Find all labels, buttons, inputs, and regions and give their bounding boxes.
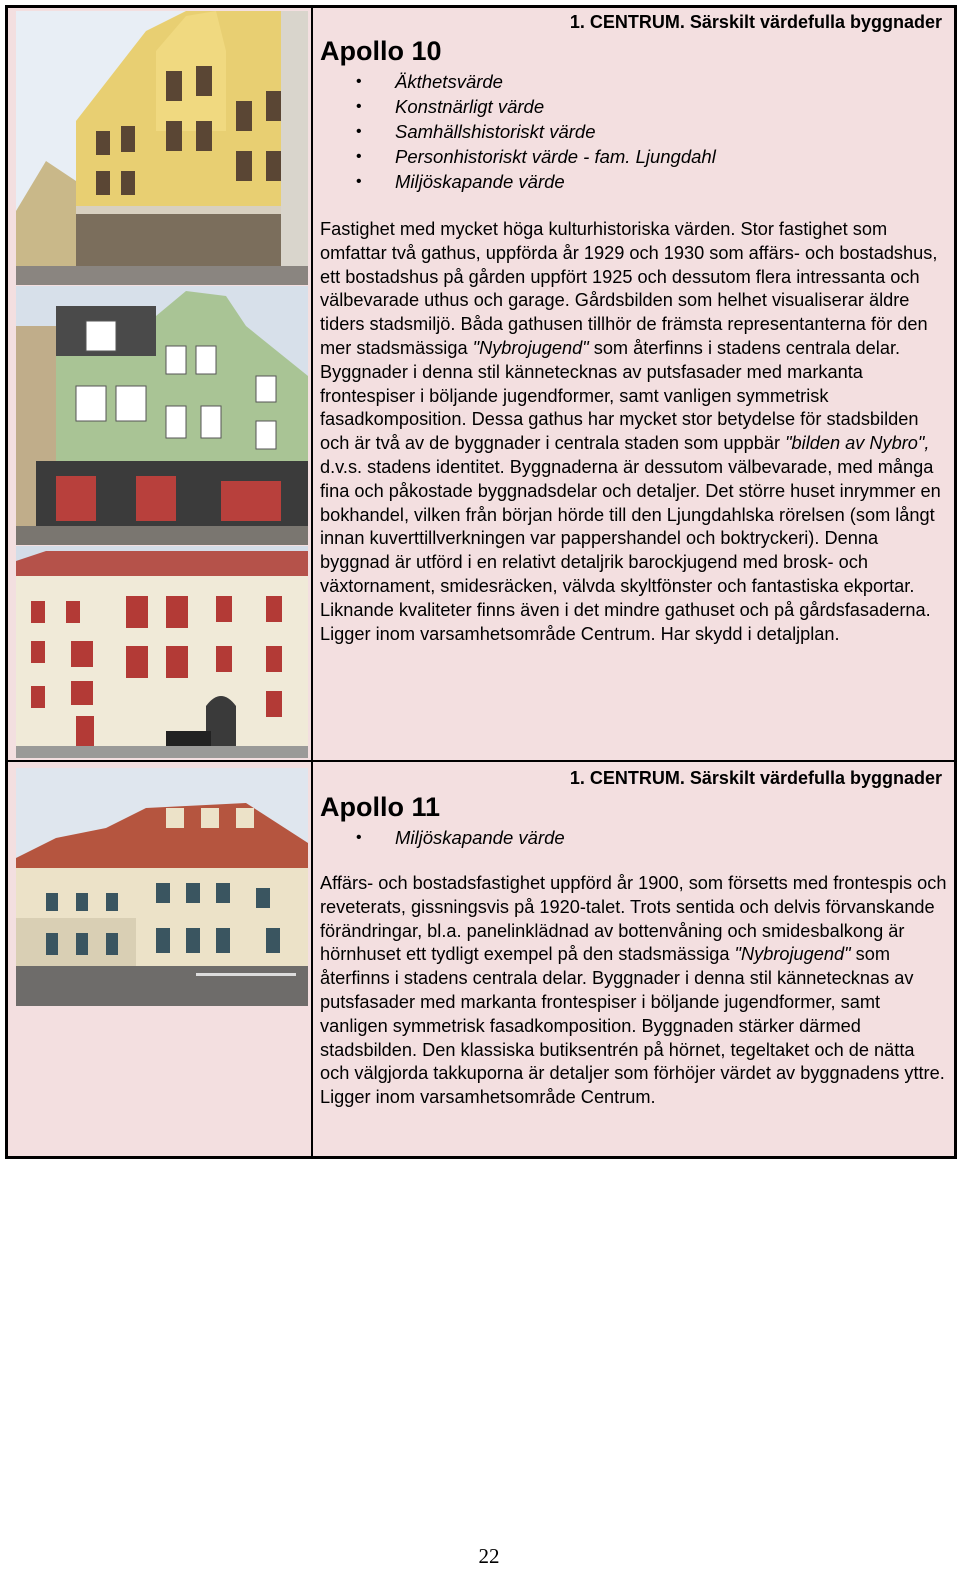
description-quote: "bilden av Nybro", bbox=[785, 433, 930, 454]
category-heading: 1. CENTRUM. Särskilt värdefulla byggnader bbox=[569, 12, 942, 32]
column-divider bbox=[311, 8, 313, 760]
description-paragraph bbox=[320, 218, 948, 646]
entry-text-apollo-11 bbox=[320, 762, 950, 1156]
document-table bbox=[5, 5, 957, 1159]
description-text: d.v.s. stadens identitet. Byggnaderna är dessutom välbevarade, med många fina och påkostade byggnadsdelar och detaljer. Det större huset inrymmer en bokhandel, vilken från början hörde till den Ljungdahlska rörelsen (som långt innan kuverttillverkningen var pappershandel och boktryckeri). Denna byggnad är utförd i en relativt detaljrik barockjugend med brosk- och växtornament, smidesräcken, välvda skyltfönster och fantastiska ekportar. Liknande kvaliteter finns även i det mindre gathuset och på gårdsfasaderna. Ligger inom varsamhetsområde Centrum. Har skydd i detaljplan. bbox=[320, 456, 941, 644]
value-item: • Miljöskapande värde bbox=[320, 825, 565, 850]
column-divider bbox=[311, 762, 313, 1156]
description-text: som återfinns i stadens centrala delar. Byggnader i denna stil kännetecknas av putsfasader med markanta frontespiser i böljande jugendformer, samt vanligen symmetrisk fasadkomposition. Dessa gathus har mycket stor betydelse för stadsbilden och är två av de byggnader i centrala staden som uppbär bbox=[320, 337, 919, 454]
value-list bbox=[320, 825, 565, 850]
value-item: • Personhistoriskt värde - fam. Ljungdahl bbox=[320, 144, 716, 169]
value-item: • Miljöskapande värde bbox=[320, 169, 716, 194]
property-name: Apollo 11 bbox=[320, 792, 441, 822]
entry-apollo-11 bbox=[8, 762, 954, 1156]
description-text: Fastighet med mycket höga kulturhistoriska värden. Stor fastighet som omfattar två gathus, uppförda år 1929 och 1930 som affärs- och bostadshus, ett bostadshus på gården uppfört 1925 och dessutom flera intressanta och välbevarade uthus och garage. Gårdsbilden som helhet visualiserar äldre tiders stadsmiljö. Båda gathusen tillhör de främsta representanterna för den mer stadsmässiga bbox=[320, 219, 938, 358]
value-list bbox=[320, 69, 716, 194]
property-name: Apollo 10 bbox=[320, 36, 442, 66]
value-item: • Äkthetsvärde bbox=[320, 69, 716, 94]
page-number: 22 bbox=[478, 1544, 500, 1568]
description-quote: "Nybrojugend" bbox=[734, 944, 851, 965]
photo-green-building bbox=[16, 286, 308, 545]
description-text: som återfinns i stadens centrala delar. Byggnader i denna stil kännetecknas av putsfasader med markanta frontespiser i böljande jugendformer, samt vanligen symmetrisk fasadkomposition. Byggnaden stärker därmed stadsbilden. Den klassiska butiksentrén på hörnet, tegeltaket och de nätta och välgjorda takkuporna är detaljer som förhöjer värdet av byggnadens yttre. Ligger inom varsamhetsområde Centrum. bbox=[320, 944, 945, 1108]
photo-corner-building bbox=[16, 768, 308, 1006]
entry-text-apollo-10 bbox=[320, 8, 950, 760]
description-quote: "Nybrojugend" bbox=[472, 337, 589, 358]
value-item: • Konstnärligt värde bbox=[320, 94, 716, 119]
description-text: Affärs- och bostadsfastighet uppförd år 1900, som försetts med frontespis och reveterats, gissningsvis på 1920-talet. Trots sentida och delvis förvanskande förändringar, bl.a. panelinklädnad av bottenvåning och smidesbalkong är hörnhuset ett tydligt exempel på den stadsmässiga bbox=[320, 873, 947, 965]
entry-apollo-10 bbox=[8, 8, 954, 762]
photo-yellow-building bbox=[16, 11, 308, 285]
category-heading: 1. CENTRUM. Särskilt värdefulla byggnader bbox=[569, 768, 942, 788]
description-paragraph bbox=[320, 872, 948, 1110]
photo-courtyard-building bbox=[16, 546, 308, 758]
value-item: • Samhällshistoriskt värde bbox=[320, 119, 716, 144]
